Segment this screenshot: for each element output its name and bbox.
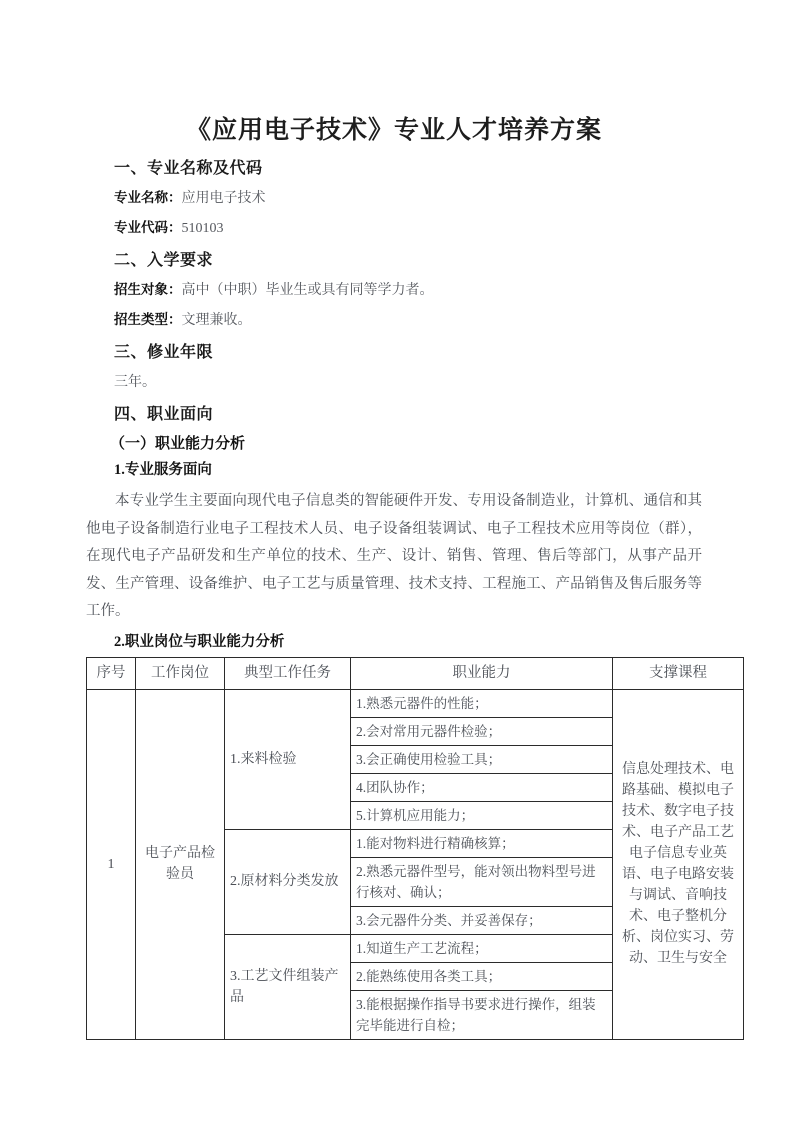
- table-body: [87, 689, 744, 1039]
- cell-vocational-ability: 1.能对物料进行精确核算；: [351, 829, 613, 857]
- study-duration-value: 三年。: [114, 375, 156, 390]
- table-row: [87, 689, 744, 717]
- cell-vocational-ability: 3.会元器件分类、并妥善保存；: [351, 906, 613, 934]
- cell-row-number: 1: [87, 689, 136, 1039]
- major-code-value: 510103: [181, 221, 224, 236]
- enrollment-target-line: [86, 272, 702, 302]
- cell-supporting-courses: 信息处理技术、电路基础、模拟电子技术、数字电子技术、电子产品工艺电子信息专业英语、电子电路安装与调试、音响技术、电子整机分析、岗位实习、劳动、卫生与安全: [613, 689, 744, 1039]
- major-code-label: 专业代码：: [114, 220, 182, 235]
- cell-job-post: 电子产品检验员: [136, 689, 225, 1039]
- cell-vocational-ability: 2.会对常用元器件检验；: [351, 717, 613, 745]
- column-header-ability: 职业能力: [351, 657, 613, 689]
- cell-vocational-ability: 4.团队协作；: [351, 773, 613, 801]
- enrollment-type-value: 文理兼收。: [181, 313, 252, 328]
- cell-typical-task: 2.原材料分类发放: [225, 829, 351, 934]
- service-orientation-paragraph: 本专业学生主要面向现代电子信息类的智能硬件开发、专用设备制造业，计算机、通信和其他电子设备制造行业电子工程技术人员、电子设备组装调试、电子工程技术应用等岗位（群），在现代电子产品研发和生产单位的技术、生产、设计、销售、管理、售后等部门，从事产品开发、生产管理、设备维护、电子工艺与质量管理、技术支持、工程施工、产品销售及售后服务等工作。: [86, 493, 702, 619]
- cell-vocational-ability: 5.计算机应用能力；: [351, 801, 613, 829]
- enrollment-type-line: [86, 302, 702, 332]
- subsection-heading-ability-analysis: （一）职业能力分析: [110, 436, 246, 452]
- table-header-row: [87, 657, 744, 689]
- cell-vocational-ability: 3.能根据操作指导书要求进行操作，组装完毕能进行自检；: [351, 990, 613, 1039]
- job-ability-table: [86, 657, 744, 1040]
- subsection-heading-job-ability-analysis: 2.职业岗位与职业能力分析: [114, 633, 285, 650]
- cell-vocational-ability: 1.熟悉元器件的性能；: [351, 689, 613, 717]
- column-header-no: 序号: [87, 657, 136, 689]
- column-header-task: 典型工作任务: [225, 657, 351, 689]
- cell-vocational-ability: 1.知道生产工艺流程；: [351, 934, 613, 962]
- cell-vocational-ability: 2.熟悉元器件型号，能对领出物料型号进行核对、确认；: [351, 857, 613, 906]
- cell-vocational-ability: 2.能熟练使用各类工具；: [351, 962, 613, 990]
- column-header-post: 工作岗位: [136, 657, 225, 689]
- section-heading-study-duration: 三、修业年限: [114, 344, 214, 361]
- cell-vocational-ability: 3.会正确使用检验工具；: [351, 745, 613, 773]
- column-header-course: 支撑课程: [613, 657, 744, 689]
- section-heading-entry-requirements: 二、入学要求: [114, 252, 214, 269]
- enrollment-target-value: 高中（中职）毕业生或具有同等学力者。: [181, 283, 434, 298]
- section-heading-major-name-code: 一、专业名称及代码: [114, 160, 263, 177]
- major-code-line: [86, 210, 702, 240]
- cell-typical-task: 3.工艺文件组装产品: [225, 934, 351, 1039]
- enrollment-target-label: 招生对象：: [114, 282, 182, 297]
- section-heading-career-orientation: 四、职业面向: [114, 406, 214, 423]
- major-name-line: [86, 180, 702, 210]
- page-content: [86, 0, 734, 1040]
- enrollment-type-label: 招生类型：: [114, 312, 182, 327]
- job-ability-table-wrapper: [86, 653, 734, 1040]
- page-title: 《应用电子技术》专业人才培养方案: [185, 117, 602, 144]
- subsection-heading-service-orientation: 1.专业服务面向: [114, 462, 212, 478]
- cell-typical-task: 1.来料检验: [225, 689, 351, 829]
- major-name-label: 专业名称：: [114, 190, 182, 205]
- major-name-value: 应用电子技术: [181, 191, 266, 206]
- table-head: [87, 657, 744, 689]
